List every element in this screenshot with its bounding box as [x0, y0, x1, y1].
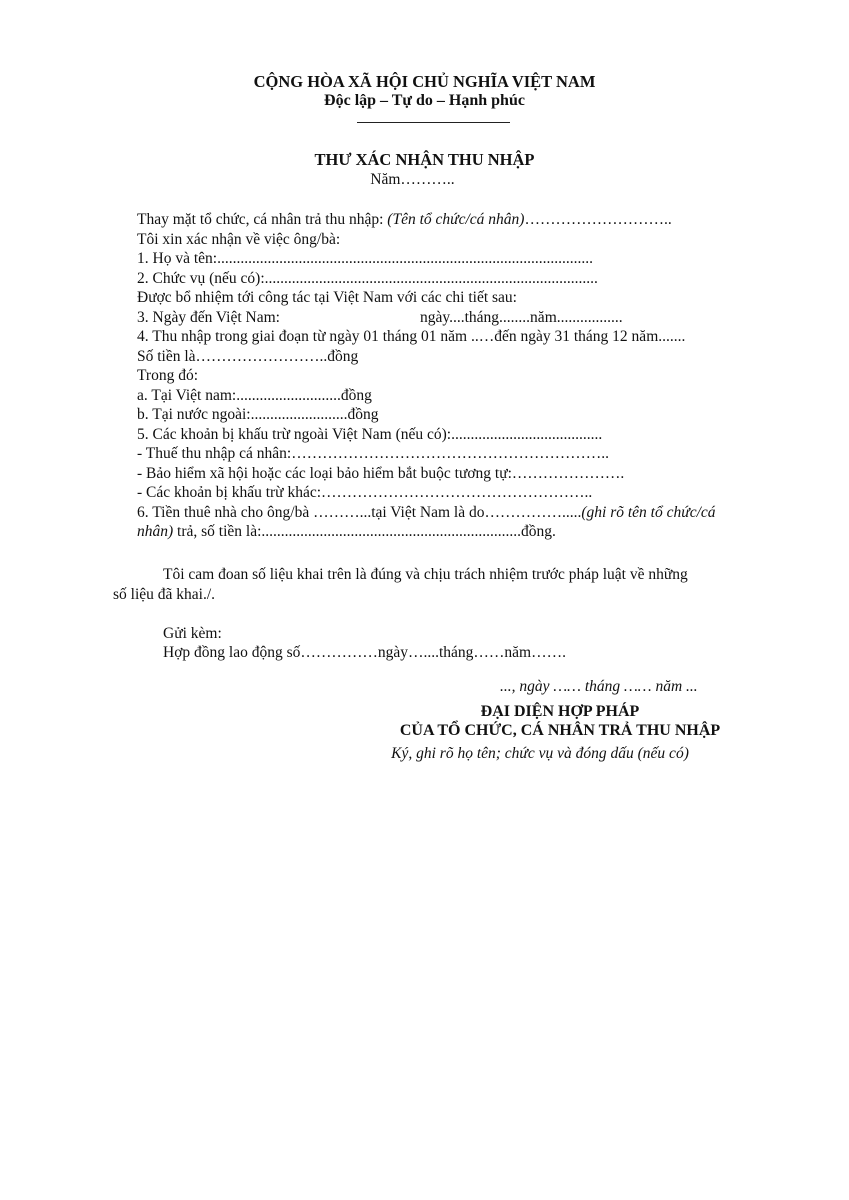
- other-deductions-field: - Các khoản bị khấu trừ khác:……………………………………………..: [137, 484, 593, 501]
- deductions-field: 5. Các khoản bị khấu trừ ngoài Việt Nam (nếu có):.......................................: [137, 425, 603, 443]
- motto-heading: Độc lập – Tự do – Hạnh phúc: [324, 92, 525, 109]
- position-field: 2. Chức vụ (nếu có):......................................................................................: [137, 269, 598, 287]
- housing-rent-text: 6. Tiền thuê nhà cho ông/bà ………...tại Việt Nam là do…………….....: [137, 503, 582, 521]
- personal-income-tax-field: - Thuế thu nhập cá nhân:……………………………………………………..: [137, 445, 609, 462]
- attachment-label: Gửi kèm:: [163, 624, 222, 642]
- appointment-intro: Được bổ nhiệm tới công tác tại Việt Nam với các chi tiết sau:: [137, 289, 517, 306]
- breakdown-label: Trong đó:: [137, 367, 199, 384]
- housing-rent-line-1: [137, 503, 716, 522]
- attachment-contract: Hợp đồng lao động số……………ngày…....tháng……năm…….: [163, 644, 566, 661]
- housing-rent-hint: (ghi rõ tên tổ chức/cá: [581, 503, 716, 521]
- signature-title-2: CỦA TỔ CHỨC, CÁ NHÂN TRẢ THU NHẬP: [399, 722, 721, 739]
- social-insurance-field: - Bảo hiểm xã hội hoặc các loại bảo hiểm bắt buộc tương tự:………………….: [137, 464, 625, 482]
- declaration-line-1: Tôi cam đoan số liệu khai trên là đúng và chịu trách nhiệm trước pháp luật về những: [163, 566, 688, 583]
- housing-rent-amount: trả, số tiền là:...................................................................đồng.: [173, 523, 556, 540]
- vietnam-income-field: a. Tại Việt nam:...........................đồng: [137, 386, 372, 404]
- confirm-intro: Tôi xin xác nhận về việc ông/bà:: [137, 230, 341, 248]
- full-name-field: 1. Họ và tên:.................................................................................................: [137, 250, 593, 267]
- income-period-field: 4. Thu nhập trong giai đoạn từ ngày 01 tháng 01 năm ..…đến ngày 31 tháng 12 năm.......: [137, 328, 686, 345]
- year-line: Năm………..: [370, 171, 455, 188]
- signature-title-1: ĐẠI DIỆN HỢP PHÁP: [480, 703, 640, 720]
- document-title: THƯ XÁC NHẬN THU NHẬP: [314, 150, 535, 169]
- declaration-line-2: số liệu đã khai./.: [113, 585, 216, 603]
- amount-field: Số tiền là……………………..đồng: [137, 347, 359, 365]
- heading-divider: [357, 122, 510, 123]
- housing-rent-hint-cont: nhân): [137, 523, 174, 540]
- payer-dots: ………………………..: [524, 211, 672, 228]
- arrival-date-label: 3. Ngày đến Việt Nam:: [137, 308, 280, 326]
- payer-label: Thay mặt tổ chức, cá nhân trả thu nhập:: [137, 211, 388, 228]
- payer-name-hint: (Tên tổ chức/cá nhân): [387, 211, 525, 228]
- signature-date-line: ..., ngày …… tháng …… năm ...: [500, 678, 698, 695]
- arrival-date-field: [137, 308, 623, 327]
- arrival-date-value: ngày....tháng........năm.................: [420, 308, 623, 326]
- payer-line: [137, 210, 672, 229]
- signature-note: Ký, ghi rõ họ tên; chức vụ và đóng dấu (nếu có): [391, 745, 689, 762]
- housing-rent-line-2: [137, 522, 556, 541]
- nation-heading: CỘNG HÒA XÃ HỘI CHỦ NGHĨA VIỆT NAM: [253, 72, 596, 91]
- foreign-income-field: b. Tại nước ngoài:.........................đồng: [137, 406, 379, 423]
